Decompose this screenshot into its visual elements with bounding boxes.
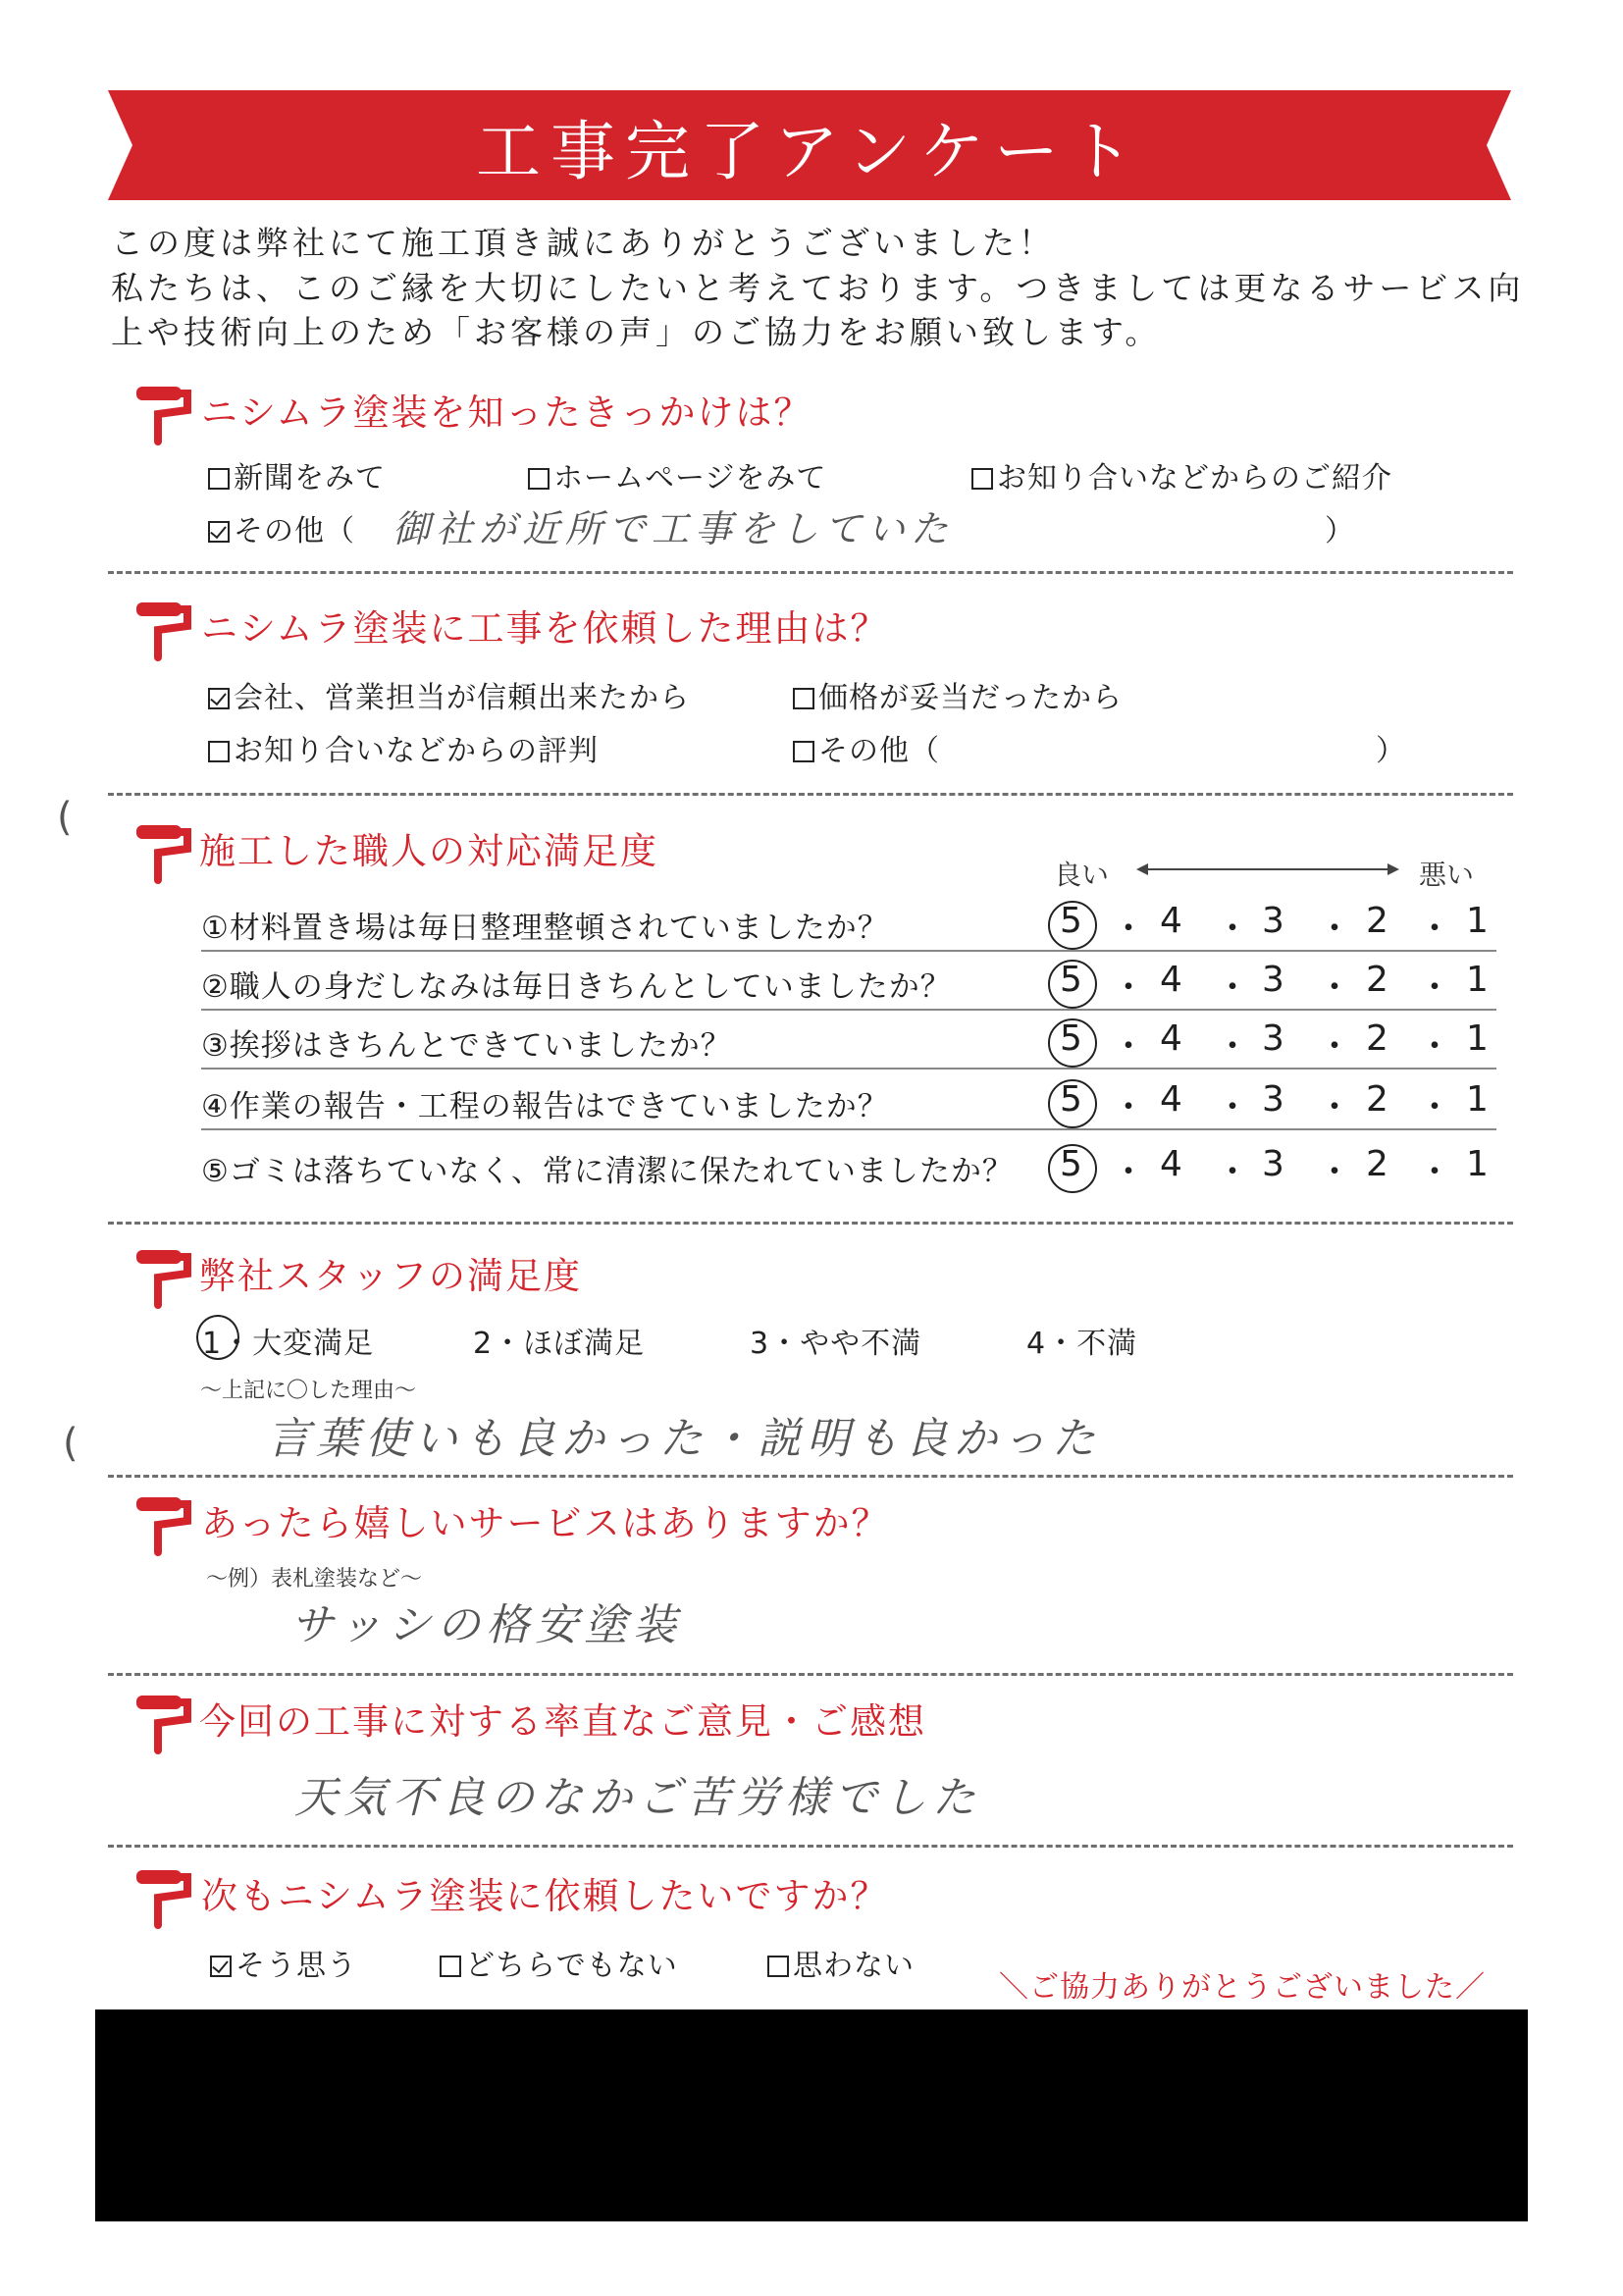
scale-value-5[interactable]: 5 — [1060, 1018, 1082, 1059]
rating-question: ②職人の身だしなみは毎日きちんとしていましたか？ — [201, 969, 952, 1005]
scale-separator: ・ — [1317, 967, 1353, 1008]
divider — [108, 1475, 1513, 1478]
divider — [108, 1673, 1513, 1676]
scan-mark: ( — [63, 1421, 79, 1466]
intro-line-3: 上や技術向上のため「お客様の声」のご協力をお願い致します。 — [111, 313, 1162, 351]
scale-value-3[interactable]: 3 — [1262, 1079, 1284, 1120]
scale-arrow-icon — [1136, 860, 1399, 879]
scale-good-label: 良い — [1054, 859, 1110, 891]
q4-option-label: 1・大変満足 — [202, 1327, 375, 1361]
scale-value-4[interactable]: 4 — [1160, 960, 1182, 1000]
divider — [108, 1222, 1513, 1225]
paint-roller-icon — [132, 1244, 191, 1313]
paint-roller-icon — [132, 597, 191, 665]
row-line — [201, 950, 1496, 952]
scale-value-5[interactable]: 5 — [1060, 901, 1082, 941]
q5-example: ～例）表札塗装など～ — [206, 1567, 423, 1592]
paint-roller-icon — [132, 1491, 191, 1560]
divider — [108, 793, 1513, 796]
section-q2-title: ニシムラ塗装に工事を依頼した理由は？ — [201, 607, 889, 650]
scale-value-2[interactable]: 2 — [1366, 901, 1388, 941]
scale-separator: ・ — [1111, 909, 1147, 949]
scale-value-4[interactable]: 4 — [1160, 901, 1182, 941]
paint-roller-icon — [132, 1864, 191, 1933]
q5-handwritten-answer: サッシの格安塗装 — [290, 1600, 683, 1650]
rating-question: ⑤ゴミは落ちていなく、常に清潔に保たれていましたか？ — [201, 1154, 1014, 1189]
scale-value-2[interactable]: 2 — [1366, 960, 1388, 1000]
q4-option-dissatisfied[interactable]: 4・不満 — [1026, 1327, 1138, 1361]
q2-option-other[interactable] — [793, 726, 940, 769]
q2-option-price[interactable] — [793, 673, 1123, 716]
selected-circle — [196, 1315, 239, 1360]
q7-option-no[interactable] — [767, 1941, 915, 1984]
q1-option-label: 新聞をみて — [234, 461, 386, 496]
checkbox[interactable] — [767, 1956, 789, 1977]
intro-line-2: 私たちは、このご縁を大切にしたいと考えております。つきましては更なるサービス向 — [111, 269, 1525, 307]
q1-handwritten-answer: 御社が近所で工事をしていた — [393, 507, 955, 550]
scale-value-1[interactable]: 1 — [1466, 1018, 1489, 1059]
scale-value-3[interactable]: 3 — [1262, 960, 1284, 1000]
scan-mark: ( — [57, 795, 73, 840]
scale-separator: ・ — [1111, 1152, 1147, 1192]
q2-option-label: その他（ — [818, 734, 940, 768]
checkbox[interactable] — [208, 741, 230, 762]
scale-separator: ・ — [1111, 1087, 1147, 1127]
scale-separator: ・ — [1215, 909, 1251, 949]
q6-handwritten-answer: 天気不良のなかご苦労様でした — [294, 1773, 981, 1823]
scale-value-4[interactable]: 4 — [1160, 1144, 1182, 1184]
row-line — [201, 1128, 1496, 1130]
selected-circle — [1048, 1144, 1097, 1193]
rating-question: ③挨拶はきちんとできていましたか？ — [201, 1028, 732, 1064]
row-line — [201, 1068, 1496, 1070]
paint-roller-icon — [132, 381, 191, 449]
scale-value-1[interactable]: 1 — [1466, 1079, 1489, 1120]
scale-value-5[interactable]: 5 — [1060, 1079, 1082, 1120]
q2-option-label: 会社、営業担当が信頼出来たから — [234, 681, 690, 715]
scale-value-3[interactable]: 3 — [1262, 1018, 1284, 1059]
scale-value-4[interactable]: 4 — [1160, 1079, 1182, 1120]
scale-separator: ・ — [1215, 967, 1251, 1008]
scale-value-2[interactable]: 2 — [1366, 1079, 1388, 1120]
scale-value-3[interactable]: 3 — [1262, 1144, 1284, 1184]
q4-reason-label: ～上記に〇した理由～ — [200, 1379, 417, 1403]
q2-close-paren: ） — [1376, 734, 1406, 768]
q7-option-label: 思わない — [793, 1949, 915, 1983]
scale-value-5[interactable]: 5 — [1060, 1144, 1082, 1184]
q1-option-label: お知り合いなどからのご紹介 — [997, 461, 1392, 496]
scale-value-1[interactable]: 1 — [1466, 1144, 1489, 1184]
section-q1-title: ニシムラ塗装を知ったきっかけは？ — [201, 391, 812, 434]
checkbox[interactable] — [793, 688, 814, 709]
checkbox[interactable] — [971, 468, 993, 490]
q1-close-paren: ） — [1325, 514, 1355, 548]
scale-separator: ・ — [1417, 909, 1453, 949]
title-banner — [108, 90, 1511, 200]
q7-option-yes[interactable] — [210, 1941, 357, 1984]
scale-separator: ・ — [1111, 967, 1147, 1008]
scale-value-4[interactable]: 4 — [1160, 1018, 1182, 1059]
scale-separator: ・ — [1215, 1087, 1251, 1127]
scale-separator: ・ — [1215, 1152, 1251, 1192]
scale-separator: ・ — [1317, 1087, 1353, 1127]
checkbox-checked[interactable] — [210, 1956, 232, 1977]
rating-row — [201, 1013, 1496, 1070]
checkbox[interactable] — [440, 1956, 461, 1977]
q1-option-newspaper[interactable] — [208, 453, 386, 496]
checkbox[interactable] — [793, 741, 814, 762]
scale-separator: ・ — [1111, 1026, 1147, 1067]
q4-handwritten-reason: 言葉使いも良かった・説明も良かった — [267, 1414, 1101, 1464]
rating-question: ④作業の報告・工程の報告はできていましたか？ — [201, 1089, 889, 1124]
rating-row — [201, 1138, 1496, 1195]
q4-option-very-satisfied[interactable] — [202, 1319, 374, 1362]
paint-roller-icon — [132, 1690, 191, 1758]
section-q7-title: 次もニシムラ塗装に依頼したいですか？ — [201, 1875, 889, 1917]
q1-option-homepage[interactable] — [528, 453, 826, 496]
scale-separator: ・ — [1417, 1152, 1453, 1192]
checkbox-checked[interactable] — [208, 688, 230, 709]
section-q4-title: 弊社スタッフの満足度 — [199, 1255, 582, 1297]
q1-option-referral[interactable] — [971, 453, 1392, 496]
scale-value-2[interactable]: 2 — [1366, 1018, 1388, 1059]
section-q5-title: あったら嬉しいサービスはありますか？ — [201, 1502, 890, 1544]
scale-separator: ・ — [1417, 1026, 1453, 1067]
thanks-message: ＼ご協力ありがとうございました／ — [999, 1970, 1486, 2005]
divider — [108, 571, 1513, 574]
intro-line-1: この度は弊社にて施工頂き誠にありがとうございました！ — [111, 224, 1055, 262]
scale-value-1[interactable]: 1 — [1466, 901, 1489, 941]
scale-separator: ・ — [1317, 1152, 1353, 1192]
q1-option-label: ホームページをみて — [553, 461, 827, 496]
selected-circle — [1048, 960, 1097, 1009]
paint-roller-icon — [132, 819, 191, 888]
scale-separator: ・ — [1317, 1026, 1353, 1067]
scale-separator: ・ — [1417, 1087, 1453, 1127]
scale-value-2[interactable]: 2 — [1366, 1144, 1388, 1184]
page-title: 工事完了アンケート — [475, 113, 1144, 189]
q7-option-neutral[interactable] — [440, 1941, 678, 1984]
q2-option-reputation[interactable] — [208, 726, 599, 769]
checkbox-checked[interactable] — [208, 521, 230, 543]
checkbox[interactable] — [528, 468, 550, 490]
q4-option-mostly-satisfied[interactable]: 2・ほぼ満足 — [473, 1327, 646, 1361]
q2-option-label: 価格が妥当だったから — [818, 681, 1123, 715]
section-q6-title: 今回の工事に対する率直なご意見・ご感想 — [199, 1700, 926, 1743]
rating-row — [201, 954, 1496, 1011]
scale-value-5[interactable]: 5 — [1060, 960, 1082, 1000]
q1-option-label: その他（ — [234, 514, 355, 548]
scale-separator: ・ — [1317, 909, 1353, 949]
scale-separator: ・ — [1215, 1026, 1251, 1067]
scale-value-3[interactable]: 3 — [1262, 901, 1284, 941]
selected-circle — [1048, 1018, 1097, 1068]
q7-option-label: どちらでもない — [465, 1949, 678, 1983]
row-line — [201, 1009, 1496, 1011]
q7-option-label: そう思う — [236, 1949, 357, 1983]
q2-option-trust[interactable] — [208, 673, 690, 716]
scale-bad-label: 悪い — [1419, 859, 1475, 891]
scale-separator: ・ — [1417, 967, 1453, 1008]
rating-row — [201, 1073, 1496, 1130]
q4-option-somewhat-dissatisfied[interactable]: 3・やや不満 — [750, 1327, 922, 1361]
divider — [108, 1845, 1513, 1848]
scale-value-1[interactable]: 1 — [1466, 960, 1489, 1000]
redacted-block — [95, 2009, 1528, 2221]
section-q3-title: 施工した職人の対応満足度 — [199, 830, 658, 872]
selected-circle — [1048, 1079, 1097, 1128]
selected-circle — [1048, 901, 1097, 950]
q2-option-label: お知り合いなどからの評判 — [234, 734, 599, 768]
rating-question: ①材料置き場は毎日整理整頓されていましたか？ — [201, 911, 889, 946]
checkbox[interactable] — [208, 468, 230, 490]
q1-option-other[interactable] — [208, 506, 355, 549]
rating-row — [201, 895, 1496, 952]
